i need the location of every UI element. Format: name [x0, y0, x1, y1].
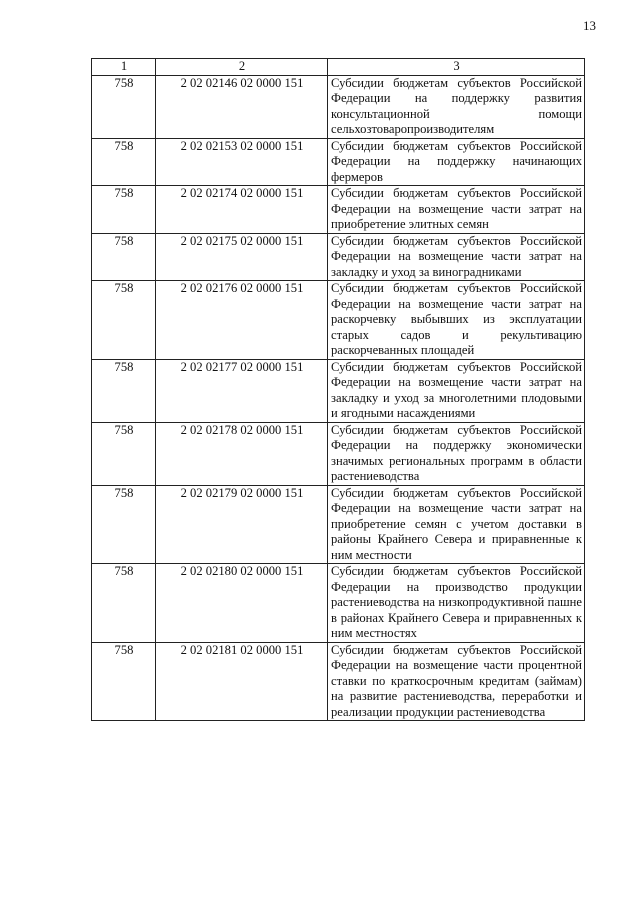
income-name-cell: Субсидии бюджетам субъектов Российской Федерации на возмещение части затрат на приобретение семян с учетом доставки в районы Крайнего Севера и приравненные к ним местности	[328, 485, 585, 564]
admin-code-cell: 758	[92, 564, 156, 643]
table-row	[92, 485, 585, 564]
income-name-cell: Субсидии бюджетам субъектов Российской Федерации на возмещение части процентной ставки по краткосрочным кредитам (займам) на развитие растениеводства, переработки и реализации продукции растениеводства	[328, 642, 585, 721]
table-row	[92, 75, 585, 138]
budget-code-cell: 2 02 02179 02 0000 151	[156, 485, 328, 564]
admin-code-cell: 758	[92, 138, 156, 186]
admin-code-cell: 758	[92, 642, 156, 721]
column-header-3: 3	[328, 59, 585, 76]
budget-code-cell: 2 02 02181 02 0000 151	[156, 642, 328, 721]
admin-code-cell: 758	[92, 75, 156, 138]
table-row	[92, 422, 585, 485]
table-header-row	[92, 59, 585, 76]
income-name-cell: Субсидии бюджетам субъектов Российской Федерации на поддержку развития консультационной помощи сельхозтоваропроизводителям	[328, 75, 585, 138]
income-name-cell: Субсидии бюджетам субъектов Российской Федерации на возмещение части затрат на закладку и уход за многолетними плодовыми и ягодными насаждениями	[328, 359, 585, 422]
table-row	[92, 564, 585, 643]
budget-code-cell: 2 02 02175 02 0000 151	[156, 233, 328, 281]
budget-code-cell: 2 02 02176 02 0000 151	[156, 281, 328, 360]
income-name-cell: Субсидии бюджетам субъектов Российской Федерации на поддержку экономически значимых региональных программ в области растениеводства	[328, 422, 585, 485]
budget-code-cell: 2 02 02178 02 0000 151	[156, 422, 328, 485]
income-name-cell: Субсидии бюджетам субъектов Российской Федерации на возмещение части затрат на закладку и уход за виноградниками	[328, 233, 585, 281]
admin-code-cell: 758	[92, 485, 156, 564]
budget-code-cell: 2 02 02180 02 0000 151	[156, 564, 328, 643]
income-name-cell: Субсидии бюджетам субъектов Российской Федерации на производство продукции растениеводства на низкопродуктивной пашне в районах Крайнего Севера и приравненных к ним местностях	[328, 564, 585, 643]
table-row	[92, 642, 585, 721]
budget-code-cell: 2 02 02153 02 0000 151	[156, 138, 328, 186]
budget-code-cell: 2 02 02146 02 0000 151	[156, 75, 328, 138]
admin-code-cell: 758	[92, 186, 156, 234]
table-row	[92, 281, 585, 360]
admin-code-cell: 758	[92, 422, 156, 485]
table-row	[92, 138, 585, 186]
column-header-2: 2	[156, 59, 328, 76]
admin-code-cell: 758	[92, 359, 156, 422]
income-name-cell: Субсидии бюджетам субъектов Российской Федерации на поддержку начинающих фермеров	[328, 138, 585, 186]
income-name-cell: Субсидии бюджетам субъектов Российской Федерации на возмещение части затрат на приобретение элитных семян	[328, 186, 585, 234]
column-header-1: 1	[92, 59, 156, 76]
admin-code-cell: 758	[92, 233, 156, 281]
budget-code-cell: 2 02 02174 02 0000 151	[156, 186, 328, 234]
table-row	[92, 359, 585, 422]
admin-code-cell: 758	[92, 281, 156, 360]
income-name-cell: Субсидии бюджетам субъектов Российской Федерации на возмещение части затрат на раскорчевку выбывших из эксплуатации старых садов и рекультивацию раскорчеванных площадей	[328, 281, 585, 360]
budget-classification-table	[91, 58, 585, 721]
table-row	[92, 186, 585, 234]
table-row	[92, 233, 585, 281]
page-number: 13	[583, 18, 596, 33]
budget-code-cell: 2 02 02177 02 0000 151	[156, 359, 328, 422]
